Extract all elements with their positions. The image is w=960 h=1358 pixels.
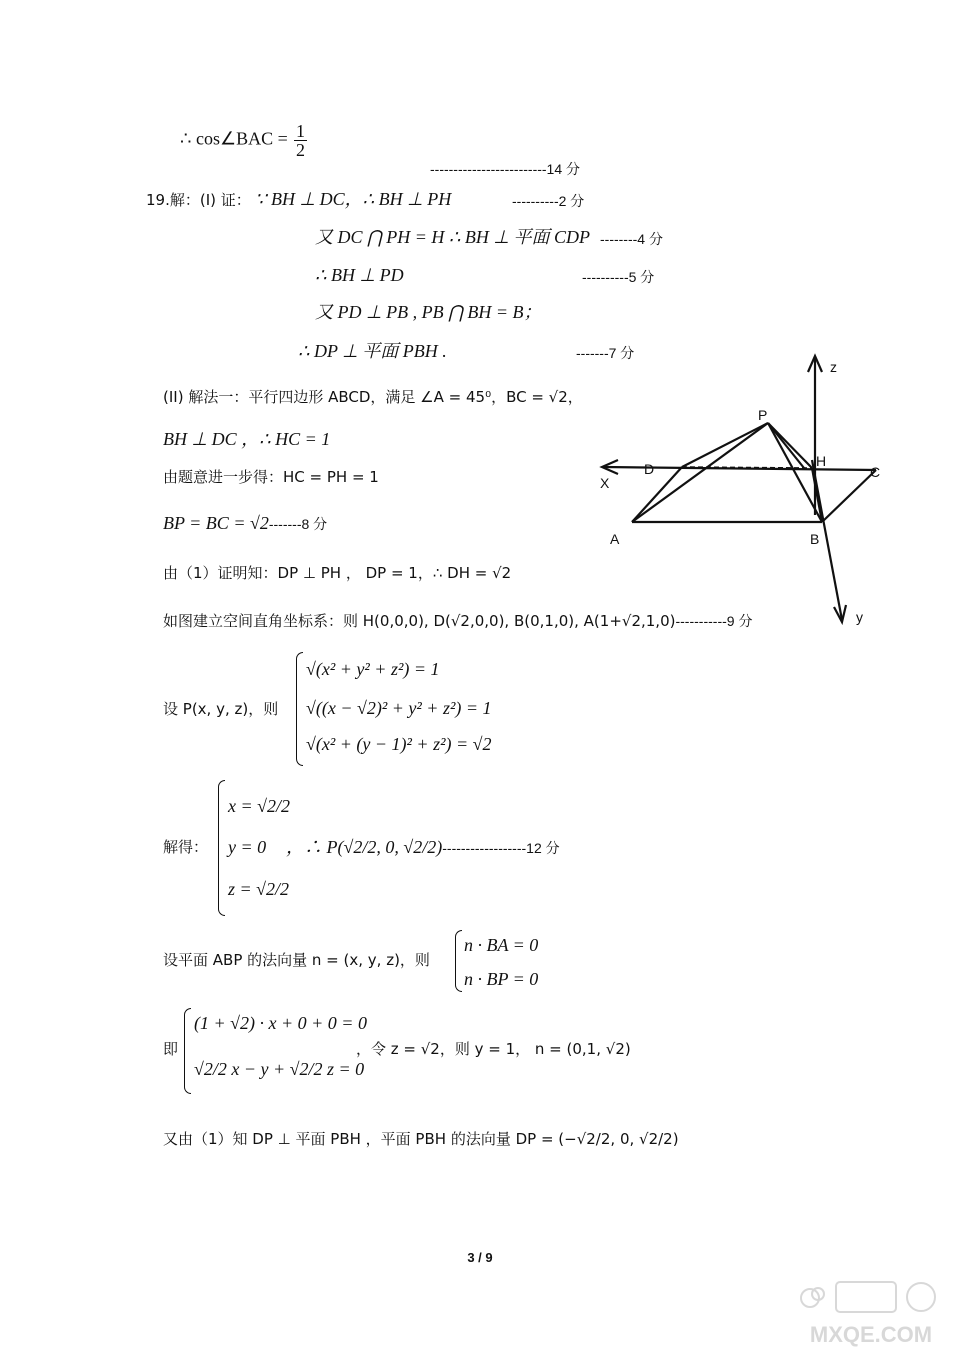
ji-row-1: (1 + √2) · x + 0 + 0 = 0 <box>194 1013 367 1033</box>
q19-statement-3: ∴ BH ⊥ PD <box>315 265 404 285</box>
part2-bp-line <box>163 512 327 535</box>
label-y: y <box>856 609 863 625</box>
set-p-label: 设 P(x, y, z)，则 <box>163 700 279 718</box>
q19-statement-4: 又 PD ⊥ PB , PB ⋂ BH = B； <box>315 302 542 322</box>
label-p: P <box>758 407 768 423</box>
normal-vector-intro: 设平面 ABP 的法向量 n = (x, y, z)，则 <box>163 951 430 969</box>
system1-row-3: √(x² + (y − 1)² + z²) = √2 <box>306 734 492 754</box>
label-d: D <box>644 461 655 477</box>
label-b: B <box>810 531 820 547</box>
score-5: ----------5 分 <box>582 269 655 285</box>
part2-bp-bc: BP = BC = √2 <box>163 513 269 533</box>
watermark-logo <box>796 1280 946 1350</box>
q19-line-1 <box>146 188 451 211</box>
q19-statement-2: 又 DC ⋂ PH = H ∴ BH ⊥ 平面 CDP <box>315 227 591 247</box>
q19-statement-1: ∵ BH ⊥ DC，∴ BH ⊥ PH <box>255 189 452 209</box>
part2-dp-ph: 由（1）证明知：DP ⊥ PH ， DP = 1，∴ DH = √2 <box>163 564 512 582</box>
fraction-one-half: $\frac{1}{2}$ <box>296 121 305 160</box>
q19-label: 19.解：(I) 证： <box>146 191 251 209</box>
label-x: X <box>600 475 610 491</box>
cos-bac-line <box>180 122 309 159</box>
normal-condition-1: n · BA = 0 <box>464 935 539 955</box>
score-12: ------------------12 分 <box>442 840 560 856</box>
system1-row-2: √((x − √2)² + y² + z²) = 1 <box>306 698 492 718</box>
label-h: H <box>816 453 827 469</box>
solution-p-line <box>286 836 560 859</box>
dp-normal-vector: 又由（1）知 DP ⊥ 平面 PBH ，平面 PBH 的法向量 DP = (−√2/2, 0, √2/2) <box>163 1130 679 1148</box>
edge-pd <box>682 423 768 467</box>
score-8: -------8 分 <box>268 516 328 532</box>
ji-tail: ，令 z = √2，则 y = 1， n = (0,1, √2) <box>356 1040 631 1058</box>
solution-brace <box>218 780 225 916</box>
cos-bac-expression: ∴ cos∠BAC = <box>180 128 288 149</box>
edge-ad <box>632 467 682 522</box>
part2-bh-perp-dc: BH ⊥ DC ，∴ HC = 1 <box>163 429 331 449</box>
edge-bc <box>822 470 876 522</box>
ji-row-2: √2/2 x − y + √2/2 z = 0 <box>194 1059 365 1079</box>
solve-label: 解得： <box>163 838 209 856</box>
edge-p-inner <box>768 423 804 468</box>
solution-z: z = √2/2 <box>228 879 290 899</box>
q19-statement-5: ∴ DP ⊥ 平面 PBH . <box>298 341 447 361</box>
label-c: C <box>870 464 881 480</box>
label-z: z <box>830 359 837 375</box>
score-2: ----------2 分 <box>512 193 585 209</box>
solution-y: y = 0 <box>228 837 267 857</box>
system1-brace <box>296 652 303 766</box>
score-9: -----------9 分 <box>675 613 753 629</box>
ji-label: 即 <box>163 1040 179 1058</box>
solution-x: x = √2/2 <box>228 796 291 816</box>
score-4: --------4 分 <box>600 231 663 247</box>
watermark-text: MXQE.COM <box>809 1322 933 1347</box>
part2-intro: (II) 解法一：平行四边形 ABCD，满足 ∠A = 45⁰，BC = √2， <box>163 388 583 406</box>
system1-row-1: √(x² + y² + z²) = 1 <box>306 659 440 679</box>
label-a: A <box>610 531 620 547</box>
solution-p: ，∴ P(√2/2, 0, √2/2) <box>286 837 443 857</box>
normal-brace <box>455 930 462 992</box>
ji-brace <box>184 1008 191 1094</box>
score-14: -------------------------14 分 <box>430 161 581 177</box>
part2-hc-ph: 由题意进一步得：HC = PH = 1 <box>163 468 379 486</box>
score-7: -------7 分 <box>576 345 635 361</box>
normal-condition-2: n · BP = 0 <box>464 969 539 989</box>
part2-coord-system: 如图建立空间直角坐标系：则 H(0,0,0), D(√2,0,0), B(0,1,0), A(1+√2,1,0) <box>163 612 676 630</box>
pyramid-figure <box>590 350 890 640</box>
page-number: 3 / 9 <box>467 1250 493 1265</box>
